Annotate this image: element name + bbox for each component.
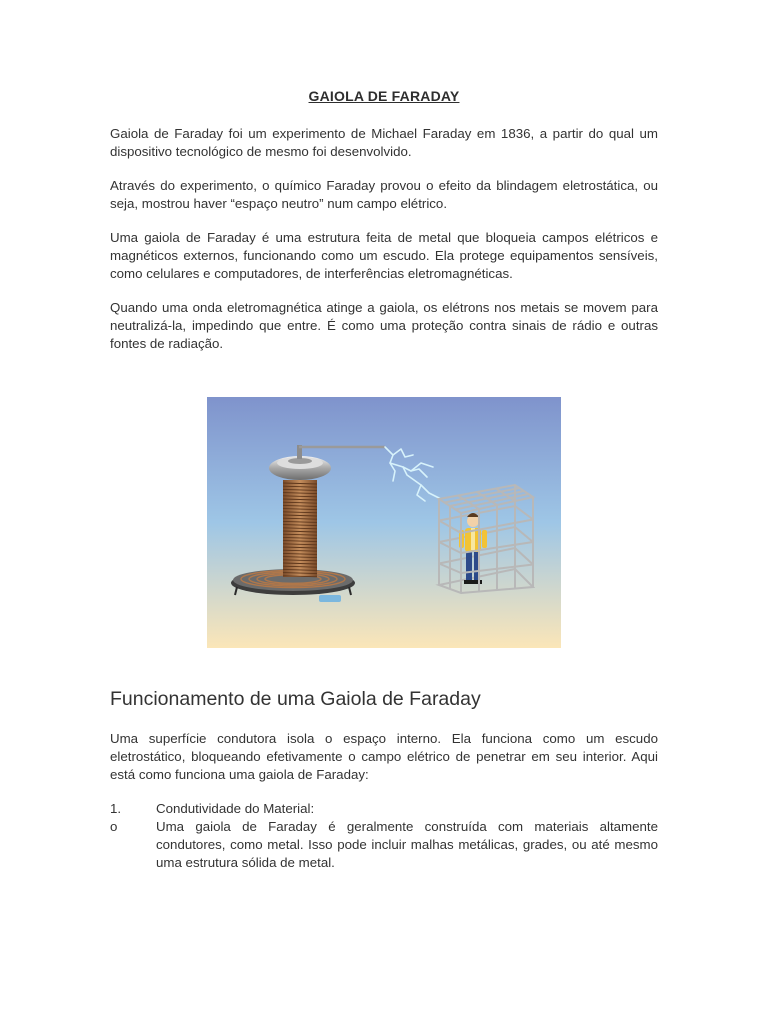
list-item: [110, 818, 658, 872]
document-title: GAIOLA DE FARADAY: [308, 88, 460, 104]
section-heading: Funcionamento de uma Gaiola de Faraday: [110, 688, 481, 710]
section-intro: Uma superfície condutora isola o espaço interno. Ela funciona como um escudo eletrostático, bloqueando efetivamente o campo elétrico de penetrar em seu interior. Aqui está como funciona uma gaiola de Faraday:: [110, 731, 658, 782]
list-item-text: Condutividade do Material:: [156, 801, 315, 816]
list-marker: o: [110, 819, 118, 834]
list-item-text: Uma gaiola de Faraday é geralmente construída com materiais altamente condutores, como metal. Isso pode incluir malhas metálicas, grades, ou até mesmo uma estrutura sólida de metal.: [156, 819, 658, 870]
paragraph-4: Quando uma onda eletromagnética atinge a gaiola, os elétrons nos metais se movem para neutralizá-la, impedindo que entre. É como uma proteção contra sinais de rádio e outras fontes de radiação.: [110, 300, 658, 351]
paragraph-2: Através do experimento, o químico Faraday provou o efeito da blindagem eletrostática, ou seja, mostrou haver “espaço neutro” num campo elétrico.: [110, 178, 658, 211]
paragraph-1: Gaiola de Faraday foi um experimento de Michael Faraday em 1836, a partir do qual um dispositivo tecnológico de mesmo foi desenvolvido.: [110, 126, 658, 159]
figure-background: [207, 397, 561, 648]
paragraph-3: Uma gaiola de Faraday é uma estrutura feita de metal que bloqueia campos elétricos e magnéticos externos, funcionando como um escudo. Ela protege equipamentos sensíveis, como celulares e computadores, de interferências eletromagnéticas.: [110, 230, 658, 281]
list-item: [110, 800, 658, 818]
faraday-cage-illustration: [207, 397, 561, 648]
list-marker: 1.: [110, 801, 122, 816]
